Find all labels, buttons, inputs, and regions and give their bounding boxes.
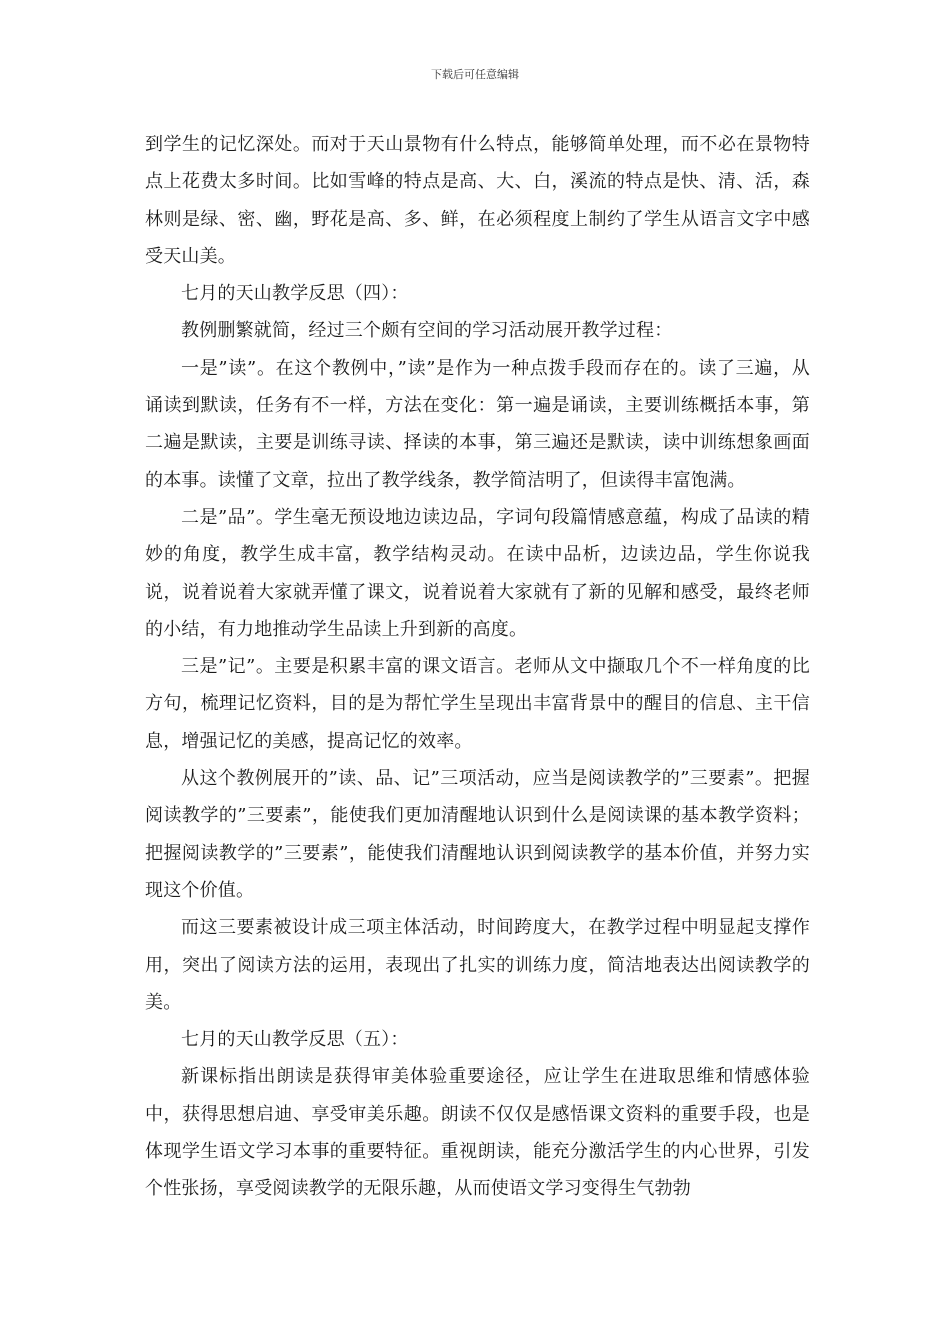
- paragraph-three-elements: 从这个教例展开的”读、品、记”三项活动，应当是阅读教学的”三要素”。把握阅读教学的”三要素”，能使我们更加清醒地认识到什么是阅读课的基本教学资料；把握阅读教学的”三要素”，能使我们清醒地认识到阅读教学的基本价值，并努力实现这个价值。: [145, 768, 810, 901]
- section-heading-five: 七月的天山教学反思（五）：: [181, 1029, 409, 1051]
- paragraph-reading-aloud: 新课标指出朗读是获得审美体验重要途径，应让学生在进取思维和情感体验中，获得思想启迪、享受审美乐趣。朗读不仅仅是感悟课文资料的重要手段，也是体现学生语文学习本事的重要特征。重视朗读，能充分激活学生的内心世界，引发个性张扬，享受阅读教学的无限乐趣，从而使语文学习变得生气勃勃: [145, 1066, 810, 1200]
- section-heading-four: 七月的天山教学反思（四）：: [181, 283, 409, 305]
- paragraph-taste: 二是”品”。学生毫无预设地边读边品，字词句段篇情感意蕴，构成了品读的精妙的角度，教学生成丰富，教学结构灵动。在读中品析，边读边品，学生你说我说，说着说着大家就弄懂了课文，说着说着大家就有了新的见解和感受，最终老师的小结，有力地推动学生品读上升到新的高度。: [145, 506, 810, 640]
- paragraph-read: 一是”读”。在这个教例中，”读”是作为一种点拨手段而存在的。读了三遍，从诵读到默读，任务有不一样，方法在变化：第一遍是诵读，主要训练概括本事，第二遍是默读，主要是训练寻读、择读的本事，第三遍还是默读，读中训练想象画面的本事。读懂了文章，拉出了教学线条，教学简洁明了，但读得丰富饱满。: [145, 357, 810, 491]
- paragraph-intro: 教例删繁就简，经过三个颇有空间的学习活动展开教学过程：: [181, 320, 673, 342]
- paragraph-continuation: 到学生的记忆深处。而对于天山景物有什么特点，能够简单处理，而不必在景物特点上花费太多时间。比如雪峰的特点是高、大、白，溪流的特点是快、清、活，森林则是绿、密、幽，野花是高、多、鲜，在必须程度上制约了学生从语言文字中感受天山美。: [145, 134, 810, 267]
- page-header: 下载后可任意编辑: [431, 68, 519, 81]
- paragraph-main-activities: 而这三要素被设计成三项主体活动，时间跨度大，在教学过程中明显起支撑作用，突出了阅读方法的运用，表现出了扎实的训练力度，简洁地表达出阅读教学的美。: [145, 917, 810, 1013]
- paragraph-remember: 三是”记”。主要是积累丰富的课文语言。老师从文中撷取几个不一样角度的比方句，梳理记忆资料，目的是为帮忙学生呈现出丰富背景中的醒目的信息、主干信息，增强记忆的美感，提高记忆的效率。: [145, 656, 810, 752]
- document-body: [145, 126, 810, 1208]
